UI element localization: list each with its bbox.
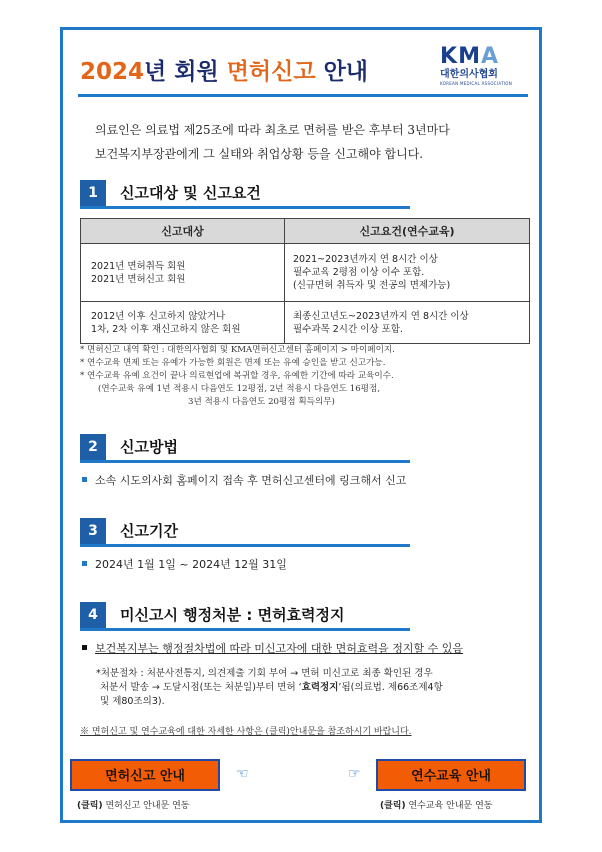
education-guide-button[interactable]: 연수교육 안내	[376, 759, 526, 791]
table-header-row	[81, 219, 530, 244]
education-caption[interactable]	[380, 798, 492, 811]
method-item	[80, 472, 406, 488]
cell-line: 2021년 면허취득 회원	[91, 260, 186, 272]
procedure-text	[96, 667, 536, 709]
section-4-underline	[80, 628, 410, 631]
procedure-line2	[96, 681, 536, 695]
education-caption-click: (클릭)	[380, 801, 406, 811]
cell-line: 최종신고년도~2023년까지 연 8시간 이상	[293, 310, 469, 322]
title-part1: 년 회원	[144, 59, 227, 85]
section-1-title: 신고대상 및 신고요건	[120, 184, 261, 202]
notes	[80, 344, 530, 409]
period-item	[80, 556, 287, 572]
education-caption-text: 연수교육 안내문 연동	[405, 801, 493, 811]
bullet-square-icon	[82, 645, 87, 650]
license-caption-click: (클릭)	[77, 801, 103, 811]
section-3-underline	[80, 544, 410, 547]
bullet-square-icon	[82, 561, 87, 566]
cell-line: 필수교육 2평점 이상 이수 포함.	[293, 267, 425, 278]
table-cell-target	[81, 302, 285, 344]
method-text: 소속 시도의사회 홈페이지 접속 후 면허신고센터에 링크해서 신고	[95, 474, 407, 487]
note-line: * 면허신고 내역 확인 : 대한의사협회 및 KMA면허신고센터 홈페이지 > 마이페이지.	[80, 345, 395, 355]
intro-text	[95, 118, 525, 166]
section-1-header	[80, 180, 520, 206]
title-part2: 안내	[315, 59, 369, 85]
title-year: 2024	[80, 59, 145, 85]
penalty-text: 보건복지부는 행정절차법에 따라 미신고자에 대한 면허효력을 정지할 수 있음	[95, 642, 464, 655]
pointing-hand-left-icon: ☜	[236, 766, 249, 782]
license-caption[interactable]	[77, 798, 189, 811]
logo-a: A	[480, 44, 499, 69]
note-line: (연수교육 유예 1년 적용시 다음연도 12평점, 2년 적용시 다음연도 16평점,	[98, 384, 381, 394]
section-4-title: 미신고시 행정처분 : 면허효력정지	[120, 606, 345, 624]
note-line: 3년 적용시 다음연도 20평점 획득의무)	[188, 397, 335, 407]
logo-m: M	[458, 44, 481, 69]
note-line: * 연수교육 유예 요건이 끝나 의료현업에 복귀할 경우, 유예한 기간에 따라 교육이수.	[80, 371, 394, 381]
logo-english: KOREAN MEDICAL ASSOCIATION	[440, 81, 513, 86]
section-4-number: 4	[80, 602, 106, 628]
procedure-line2a: 처분서 발송 → 도달시점(또는 처분일)부터 면허 ‘	[100, 682, 302, 693]
table-cell-requirement	[285, 302, 530, 344]
procedure-line1: *처분절차 : 처분사전통지, 의견제출 기회 부여 → 면허 미신고로 최종 확인된 경우	[96, 668, 433, 679]
reference-note: ※ 면허신고 및 연수교육에 대한 자세한 사항은 (클릭)안내문을 참조하시기 바랍니다.	[80, 727, 412, 737]
table-cell-target	[81, 244, 285, 302]
requirements-table	[80, 218, 530, 344]
table-cell-requirement	[285, 244, 530, 302]
pointing-hand-right-icon: ☞	[348, 766, 361, 782]
section-4-header	[80, 602, 520, 628]
title-divider	[78, 94, 528, 97]
procedure-line2c: ’됨(의료법. 제66조제4항	[338, 682, 443, 693]
section-1-underline	[80, 206, 410, 209]
cell-line: 2021~2023년까지 연 8시간 이상	[293, 254, 438, 265]
section-2-header	[80, 434, 520, 460]
cell-line: 2012년 이후 신고하지 않았거나	[91, 310, 226, 322]
license-guide-button[interactable]: 면허신고 안내	[70, 759, 220, 791]
intro-line2: 보건복지부장관에게 그 실태와 취업상황 등을 신고해야 합니다.	[95, 147, 424, 161]
period-text: 2024년 1월 1일 ~ 2024년 12월 31일	[95, 558, 287, 571]
cell-line: (신규면허 취득자 및 전공의 면제가능)	[293, 280, 451, 291]
procedure-line2b: 효력정지	[301, 682, 339, 693]
penalty-item	[80, 640, 463, 656]
note-line: * 연수교육 면제 또는 유예가 가능한 회원은 면제 또는 유예 승인을 받고 신고가능.	[80, 358, 386, 368]
title-highlight: 면허신고	[226, 59, 316, 85]
cell-line: 1차, 2차 이후 재신고하지 않은 회원	[91, 323, 241, 335]
section-2-underline	[80, 460, 410, 463]
logo-korean: 대한의사협회	[440, 69, 498, 80]
page-title	[80, 53, 368, 86]
procedure-line3: 및 제80조의3).	[100, 696, 165, 707]
header	[80, 45, 530, 95]
bullet-square-icon	[82, 477, 87, 482]
section-3-header	[80, 518, 520, 544]
license-caption-text: 면허신고 안내문 연동	[102, 801, 190, 811]
table-row	[81, 302, 530, 344]
table-header-requirement: 신고요건(연수교육)	[285, 219, 530, 244]
intro-line1: 의료인은 의료법 제25조에 따라 최초로 면허를 받은 후부터 3년마다	[95, 123, 450, 137]
section-2-number: 2	[80, 434, 106, 460]
section-3-title: 신고기간	[120, 522, 178, 540]
section-2-title: 신고방법	[120, 438, 178, 456]
cell-line: 2021년 면허신고 회원	[91, 273, 186, 285]
section-3-number: 3	[80, 518, 106, 544]
cell-line: 필수과목 2시간 이상 포함.	[293, 323, 403, 335]
section-1-number: 1	[80, 180, 106, 206]
kma-logo	[440, 45, 530, 93]
table-row	[81, 244, 530, 302]
table-header-target: 신고대상	[81, 219, 285, 244]
logo-k: K	[440, 44, 459, 69]
